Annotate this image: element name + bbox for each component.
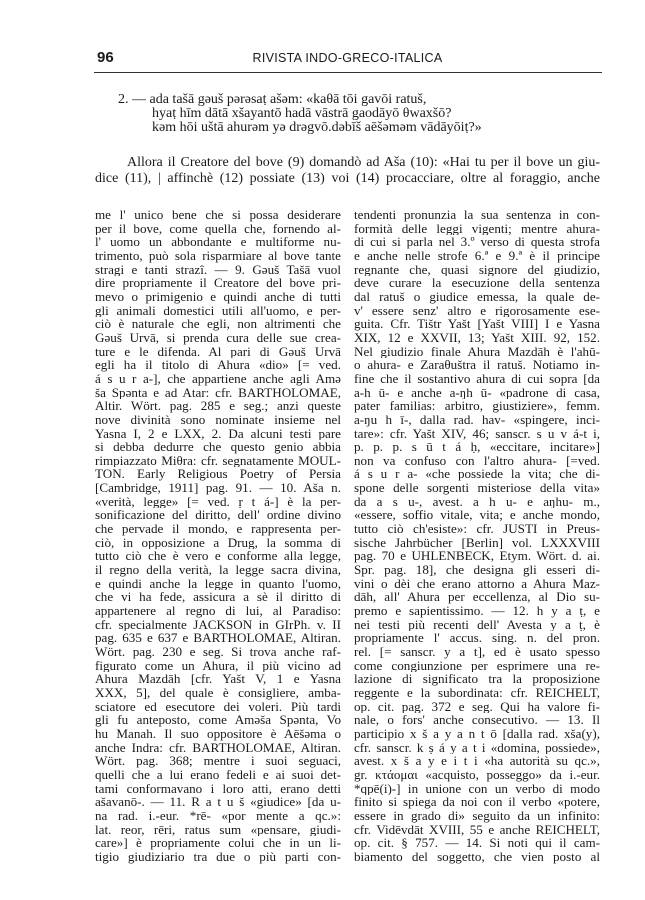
column-line: XXX, 5], del quale è consigliere, amba-	[95, 685, 341, 700]
column-line: Wört. pag. 368; mentre i suoi seguaci,	[95, 754, 341, 768]
column-line: Altir. Wört. pag. 285 e seg.; anzi queste	[95, 399, 341, 413]
running-header-title: RIVISTA INDO-GRECO-ITALICA	[252, 51, 443, 65]
column-line: TON. Early Religious Poetry of Persia	[95, 467, 341, 482]
column-line: sische Jahrbücher [Berlin] vol. LXXXVIII	[354, 535, 600, 550]
column-line: e anche nelle strofe 6.ª e 9.ª è il principe	[354, 248, 600, 263]
column-line: finito si spiega da noi con il verbo «potere,	[354, 795, 600, 809]
column-line: care»] è propriamente colui che in un li-	[95, 836, 341, 850]
paragraph-line: dice (11), | affinchè (12) possiate (13) voi (14) procacciare, oltre al foraggio, anche	[95, 171, 600, 186]
column-line: lat. reor, rēri, ratus sum «pensare, giudi-	[95, 822, 341, 837]
column-line: non va confuso con l'altro ahura- [=ved.	[354, 453, 600, 468]
column-line: ciò è naturale che egli, non altrimenti che	[95, 317, 341, 331]
column-line: mevo o primigenio e quindi anche di tutti	[95, 289, 341, 304]
column-line: per il bove, come quella che, fornendo al-	[95, 221, 341, 236]
column-line: p. p. p. s ū t á ḥ, «eccitare, incitare»]	[354, 440, 600, 454]
column-line: di cui si parla nel 3.º verso di questa strofa	[354, 235, 600, 249]
paragraph-line: Allora il Creatore del bove (9) domandò ad Aša (10): «Hai tu per il bove un giu-	[127, 155, 600, 170]
column-line: pag. 70 e UHLENBECK, Etym. Wört. d. ai.	[354, 549, 600, 564]
column-line: che vi ha fede, assicura a sè il diritto di	[95, 590, 341, 605]
column-line: che pervade il mondo, e rappresenta per-	[95, 522, 341, 536]
column-line: [Cambridge, 1911] pag. 91. — 10. Aša n.	[95, 481, 341, 495]
column-line: pater familias: arbitro, giustiziere», femm.	[354, 399, 600, 413]
column-line: á s u r a- «che possiede la vita; che di-	[354, 467, 600, 482]
column-line: rimpiazzato Miθra: cfr. segnatamente MOUL-	[95, 453, 341, 468]
column-line: ša Spənta e ad Atar: cfr. BARTHOLOMAE,	[95, 385, 341, 400]
column-line: Nel giudizio finale Ahura Mazdāh è l'ahū-	[354, 344, 600, 359]
column-line: participio x š a y a n t ō [dalla rad. xša(y),	[354, 726, 600, 741]
column-line: tendenti pronunzia la sua sentenza in con-	[354, 208, 600, 222]
column-line: cfr. specialmente JACKSON in GIrPh. v. II	[95, 617, 341, 632]
column-line: egli ha il titolo di Ahura «dio» [= ved.	[95, 358, 341, 372]
right-column-notes	[354, 208, 600, 864]
column-line: op. cit. pag. 372 e seg. Qui ha valore fi-	[354, 699, 600, 714]
page-number: 96	[97, 49, 114, 66]
column-line: nei testi più recenti dell' Avesta y a ṭ, è	[354, 617, 600, 632]
column-line: biamento del soggetto, che vien posto al	[354, 849, 600, 864]
column-line: formità delle leggi vigenti; mentre ahura-	[354, 221, 600, 236]
column-line: na rad. i.-eur. *rē- «por mente a qc.»:	[95, 808, 341, 823]
column-line: tami conformavano i loro atti, erano detti	[95, 781, 341, 796]
header-rule	[94, 72, 602, 73]
column-line: hu Manah. Il suo oppositore è Aēšəma o	[95, 726, 341, 741]
column-line: dāh, all' Ahura per eccellenza, al Dio su-	[354, 590, 600, 605]
column-line: XIX, 12 e XXVII, 13; Yašt XIII. 92, 152.	[354, 330, 600, 345]
column-line: dal ratuš o giudice emessa, la quale de-	[354, 289, 600, 304]
verse-line: kəm hōi uštā ahurəm yə drəgvō.dəbīš aēšəməm vādāyōiṭ?»	[152, 120, 482, 135]
column-line: ture e le difenda. Al pari di Gəuš Urvā	[95, 344, 341, 359]
column-line: anche Indra: cfr. BARTHOLOMAE, Altiran.	[95, 740, 341, 755]
column-line: «essere, soffio vitale, vita; e anche mondo,	[354, 508, 600, 523]
column-line: op. cit. § 757. — 14. Si noti qui il cam-	[354, 836, 600, 850]
column-line: Wört. pag. 230 e seg. Si trova anche raf-	[95, 645, 341, 659]
column-line: stragi e tanti strazî. — 9. Gəuš Tašā vuol	[95, 262, 341, 277]
column-line: avest. x š a y e i t i «ha autorità su qc.»,	[354, 754, 600, 768]
column-line: come congiunzione per esprimere una re-	[354, 658, 600, 673]
column-line: il regno della verità, la legge sacra divina,	[95, 563, 341, 577]
verse-line: hyaṭ hīm dātā xšayantō hadā vāstrā gaodāyō θwaxšō?	[152, 106, 452, 121]
column-line: sonificazione del diritto, dell' ordine divino	[95, 508, 341, 523]
column-line: me l' unico bene che si possa desiderare	[95, 208, 341, 222]
column-line: pag. 635 e 637 e BARTHOLOMAE, Altiran.	[95, 631, 341, 645]
column-line: fine che il sostantivo ahura di cui sopra [da	[354, 371, 600, 386]
column-line: rel. [= sanscr. y a t], ed è usato spesso	[354, 645, 600, 659]
column-line: a-ŋu h ī-, dalla rad. hav- «spingere, inci-	[354, 412, 600, 427]
column-line: *qpē(i)-] in unione con un verbo di modo	[354, 781, 600, 796]
column-line: gli animali domestici utili all'uomo, e per-	[95, 303, 341, 318]
column-line: essere in grado di» seguito da un infinito:	[354, 808, 600, 823]
column-line: Ahura Mazdāh [cfr. Yašt V, 1 e Yasna	[95, 672, 341, 686]
left-column-notes	[95, 208, 341, 864]
column-line: Gəuš Urvā, si prenda cura delle sue crea-	[95, 330, 341, 345]
column-line: figurato come un Ahura, il più vicino ad	[95, 658, 341, 673]
column-line: e quindi anche la legge in quanto l'uomo,	[95, 576, 341, 591]
column-line: ašavanō-. — 11. R a t u š «giudice» [da u-	[95, 795, 341, 809]
column-line: premo e sapientissimo. — 12. h y a ṭ, e	[354, 604, 600, 618]
column-line: nove divinità sono nominate insieme nel	[95, 412, 341, 427]
column-line: Spr. pag. 18], che designa gli esseri di-	[354, 563, 600, 577]
column-line: da a s u-, avest. a h u- e aŋhu- m.,	[354, 494, 600, 509]
column-line: á s u r a-], che appartiene anche agli Amə	[95, 371, 341, 386]
column-line: trimento, può sola risparmiare al bove tante	[95, 248, 341, 263]
column-line: tare»: cfr. Yašt XIV, 46; sanscr. s u v á-t i,	[354, 426, 600, 441]
column-line: si debba dedurre che questo genio abbia	[95, 440, 341, 454]
column-line: cfr. sanscr. k ṣ á y a t i «domina, possiede»,	[354, 740, 600, 755]
column-line: gli fu anteposto, come Aməša Spənta, Vo	[95, 713, 341, 727]
column-line: cfr. Vidēvdāt XVIII, 55 e anche REICHELT,	[354, 822, 600, 837]
column-line: appartenere al regno di lui, al Paradiso:	[95, 604, 341, 618]
column-line: regnante che, quasi signore del giudizio,	[354, 262, 600, 277]
column-line: a-h ū- e anche a-ŋh ū- «padrone di casa,	[354, 385, 600, 400]
column-line: o ahura- e Zaraθuštra il ratuš. Notiamo in-	[354, 358, 600, 372]
column-line: dire propriamente il Creatore del bove pri-	[95, 276, 341, 290]
column-line: sciatore ed esecutore dei voleri. Più tardi	[95, 699, 341, 714]
column-line: guita. Cfr. Tištr Yašt [Yašt VIII] I e Yasna	[354, 317, 600, 331]
column-line: tutto ciò ch'esiste»: cfr. JUSTI in Preus-	[354, 522, 600, 536]
column-line: spone delle sorgenti misteriose della vita»	[354, 481, 600, 495]
column-line: l' uomo un abbondante e multiforme nu-	[95, 235, 341, 249]
column-line: gr. κτάομαι «acquisto, posseggo» da i.-eur.	[354, 767, 600, 782]
column-line: ciò, in opposizione a Drug, la somma di	[95, 535, 341, 550]
column-line: deve curare la esecuzione della sentenza	[354, 276, 600, 290]
column-line: tutto ciò che è vero e conforme alla legge,	[95, 549, 341, 564]
column-line: Yasna I, 2 e LXX, 2. Da alcuni testi pare	[95, 426, 341, 441]
column-line: vini o dèi che erano attorno a Ahura Maz-	[354, 576, 600, 591]
column-line: reggente e la subordinata: cfr. REICHELT,	[354, 685, 600, 700]
column-line: nale, o fors' anche consecutivo. — 13. Il	[354, 713, 600, 727]
column-line: lazione di significato tra la proposizione	[354, 672, 600, 686]
column-line: propriamente l' accus. sing. n. del pron.	[354, 631, 600, 645]
verse-line: 2. — ada tašā gəuš pərəsaṭ ašəm: «kaθā tōi gavōi ratuš,	[118, 92, 427, 107]
column-line: «verità, legge» [= ved. ṛ t á-] è la per-	[95, 494, 341, 509]
translation-paragraph	[95, 155, 600, 187]
column-line: tigio giudiziario tra due o più parti con-	[95, 849, 341, 864]
column-line: v' essere senz' altro e rigorosamente ese-	[354, 303, 600, 318]
column-line: quelli che a lui erano fedeli e ai suoi det-	[95, 767, 341, 782]
